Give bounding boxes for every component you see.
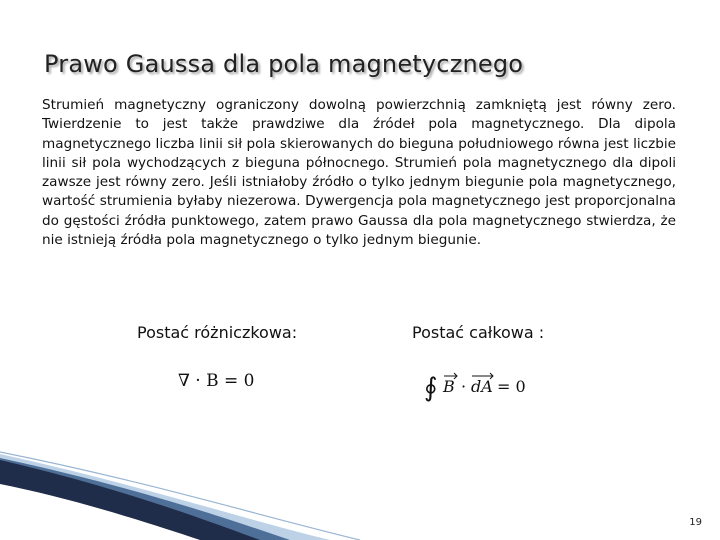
vector-da: dA <box>471 377 493 396</box>
integral-formula <box>424 367 534 407</box>
differential-form-label: Postać różniczkowa: <box>137 323 298 342</box>
slide-title: Prawo Gaussa dla pola magnetycznego <box>44 50 524 78</box>
equals-zero: = 0 <box>497 377 526 396</box>
dot-operator: · <box>461 377 467 396</box>
vector-b: B <box>443 377 455 396</box>
footer-swoosh-decoration <box>0 440 720 540</box>
swoosh-mid-band <box>0 458 290 540</box>
differential-formula: ∇ · B = 0 <box>178 371 255 391</box>
closed-integral-sign: ∮ <box>424 373 438 403</box>
slide-paragraph: Strumień magnetyczny ograniczony dowolną powierzchnią zamkniętą jest równy zero. Twierdzenie to jest także prawdziwe dla źródeł pola magnetycznego. Dla dipola magnetycznego liczba linii sił pola skierowanych do bieguna południowego równa jest liczbie linii sił pola wychodzących z bieguna północnego. Strumień pola magnetycznego dla dipoli zawsze jest równy zero. Jeśli istniałoby źródło o tylko jednym biegunie pola magnetycznego, wartość strumienia byłaby niezerowa. Dywergencja pola magnetycznego jest proporcjonalna do gęstości źródła punktowego, zatem prawo Gaussa dla pola magnetycznego stwierdza, że nie istnieją źródła pola magnetycznego o tylko jednym biegunie. <box>42 97 676 249</box>
page-number: 19 <box>689 517 702 528</box>
integral-form-label: Postać całkowa : <box>412 323 545 342</box>
swoosh-dark-band <box>0 460 260 540</box>
